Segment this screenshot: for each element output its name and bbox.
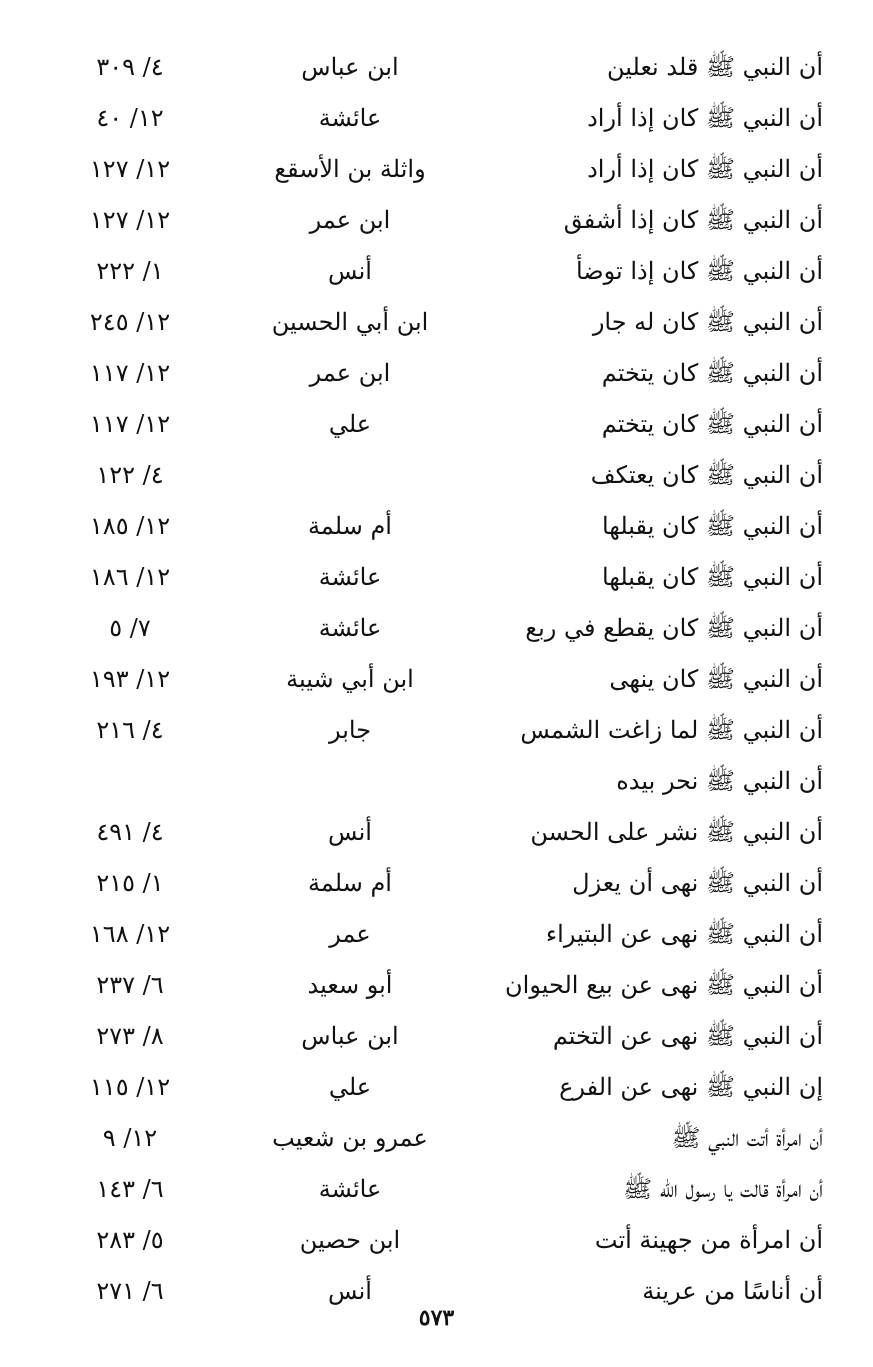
index-row [0, 195, 873, 246]
narrator-name: علي [328, 410, 372, 438]
narrator-name: ابن أبي الحسين [271, 308, 429, 336]
narrator-name: ابن أبي شيبة [286, 665, 414, 693]
narrator-name: أم سلمة [308, 869, 392, 897]
narrator-name: ابن عباس [301, 1022, 399, 1050]
volume-page-ref: ١٢/ ١٨٥ [89, 512, 171, 540]
index-row [0, 807, 873, 858]
index-row [0, 603, 873, 654]
volume-page-ref: ٤/ ١٢٢ [96, 461, 164, 489]
narrator-name: علي [328, 1073, 372, 1101]
volume-page-ref: ١٢/ ٤٠ [96, 104, 164, 132]
hadith-text: أن النبي ﷺ كان يقبلها [601, 563, 823, 591]
volume-page-ref: ١٢/ ٢٤٥ [89, 308, 171, 336]
volume-page-ref [60, 756, 200, 807]
narrator-name: أنس [328, 1277, 372, 1305]
hadith-text: أن النبي ﷺ كان يتختم [601, 359, 823, 387]
narrator-name: واثلة بن الأسقع [274, 155, 426, 183]
narrator-name: أبو سعيد [307, 971, 393, 999]
index-row [0, 93, 873, 144]
narrator-name: عائشة [318, 614, 382, 642]
index-row [0, 246, 873, 297]
index-row [0, 501, 873, 552]
hadith-text: أن النبي ﷺ كان ينهى [609, 665, 823, 693]
hadith-text: أن النبي ﷺ كان إذا أراد [587, 155, 823, 183]
volume-page-ref: ١٢/ ١٢٧ [89, 155, 171, 183]
narrator-name: عمرو بن شعيب [272, 1124, 428, 1152]
volume-page-ref: ٨/ ٢٧٣ [96, 1022, 164, 1050]
volume-page-ref: ٦/ ١٤٣ [96, 1175, 164, 1203]
volume-page-ref: ١٢/ ١١٧ [89, 359, 171, 387]
volume-page-ref: ١٢/ ١٢٧ [89, 206, 171, 234]
volume-page-ref: ١/ ٢٢٢ [96, 257, 164, 285]
hadith-text: أن النبي ﷺ لما زاغت الشمس [520, 716, 823, 744]
volume-page-ref: ١/ ٢١٥ [96, 869, 164, 897]
hadith-text: أن النبي ﷺ نشر على الحسن [530, 818, 823, 846]
index-row [0, 297, 873, 348]
index-row [0, 348, 873, 399]
narrator-name: أنس [328, 257, 372, 285]
index-row [0, 705, 873, 756]
narrator-name: ابن عمر [309, 359, 391, 387]
hadith-text: أن النبي ﷺ نهى عن التختم [552, 1022, 823, 1050]
index-row [0, 144, 873, 195]
hadith-text: أن امرأة أتت النبي ﷺ [671, 1124, 823, 1152]
narrator-name: عمر [329, 920, 371, 948]
index-row [0, 42, 873, 93]
volume-page-ref: ٦/ ٢٧١ [96, 1277, 164, 1305]
volume-page-ref: ٤/ ٢١٦ [96, 716, 164, 744]
index-row [0, 960, 873, 1011]
volume-page-ref: ١٢/ ١٨٦ [89, 563, 171, 591]
volume-page-ref: ٥/ ٢٨٣ [96, 1226, 164, 1254]
hadith-text: إن النبي ﷺ نهى عن الفرع [559, 1073, 823, 1101]
index-row [0, 1164, 873, 1215]
narrator-name: أنس [328, 818, 372, 846]
narrator-name [250, 450, 450, 501]
volume-page-ref: ١٢/ ١١٥ [89, 1073, 171, 1101]
index-row [0, 654, 873, 705]
index-row [0, 552, 873, 603]
hadith-text: أن امرأة من جهينة أتت [594, 1226, 823, 1254]
hadith-text: أن النبي ﷺ كان إذا أراد [587, 104, 823, 132]
index-row [0, 399, 873, 450]
hadith-text: أن النبي ﷺ كان يقبلها [601, 512, 823, 540]
volume-page-ref: ١٢/ ١١٧ [89, 410, 171, 438]
volume-page-ref: ١٢/ ١٦٨ [89, 920, 171, 948]
narrator-name: عائشة [318, 563, 382, 591]
hadith-text: أن النبي ﷺ كان له جار [592, 308, 823, 336]
hadith-text: أن النبي ﷺ كان يعتكف [590, 461, 823, 489]
index-row [0, 756, 873, 807]
index-row [0, 1113, 873, 1164]
hadith-text: أن النبي ﷺ نحر بيده [616, 767, 823, 795]
narrator-name: جابر [328, 716, 372, 744]
hadith-text: أن النبي ﷺ كان إذا أشفق [563, 206, 823, 234]
narrator-name: ابن حصين [299, 1226, 401, 1254]
hadith-text: أن أناسًا من عرينة [642, 1277, 823, 1305]
narrator-name [250, 756, 450, 807]
hadith-text: أن النبي ﷺ قلد نعلين [607, 53, 823, 81]
hadith-text: أن امرأة قالت يا رسول الله ﷺ [623, 1175, 823, 1203]
narrator-name: عائشة [318, 1175, 382, 1203]
hadith-index-table [0, 42, 873, 1317]
volume-page-ref: ٤/ ٤٩١ [96, 818, 164, 846]
narrator-name: عائشة [318, 104, 382, 132]
volume-page-ref: ١٢/ ٩ [102, 1124, 158, 1152]
hadith-text: أن النبي ﷺ كان يقطع في ربع [525, 614, 823, 642]
volume-page-ref: ١٢/ ١٩٣ [89, 665, 171, 693]
index-row [0, 1215, 873, 1266]
narrator-name: أم سلمة [308, 512, 392, 540]
hadith-text: أن النبي ﷺ نهى عن بيع الحيوان [505, 971, 823, 999]
volume-page-ref: ٦/ ٢٣٧ [96, 971, 164, 999]
index-row [0, 909, 873, 960]
hadith-text: أن النبي ﷺ كان إذا توضأ [575, 257, 823, 285]
index-row [0, 450, 873, 501]
narrator-name: ابن عمر [309, 206, 391, 234]
hadith-text: أن النبي ﷺ كان يتختم [601, 410, 823, 438]
narrator-name: ابن عباس [301, 53, 399, 81]
page-number: ٥٧٣ [418, 1305, 455, 1331]
hadith-text: أن النبي ﷺ نهى أن يعزل [572, 869, 823, 897]
hadith-text: أن النبي ﷺ نهى عن البتيراء [545, 920, 823, 948]
index-row [0, 1062, 873, 1113]
volume-page-ref: ٧/ ٥ [109, 614, 151, 642]
volume-page-ref: ٤/ ٣٠٩ [96, 53, 164, 81]
index-row [0, 1011, 873, 1062]
index-row [0, 858, 873, 909]
